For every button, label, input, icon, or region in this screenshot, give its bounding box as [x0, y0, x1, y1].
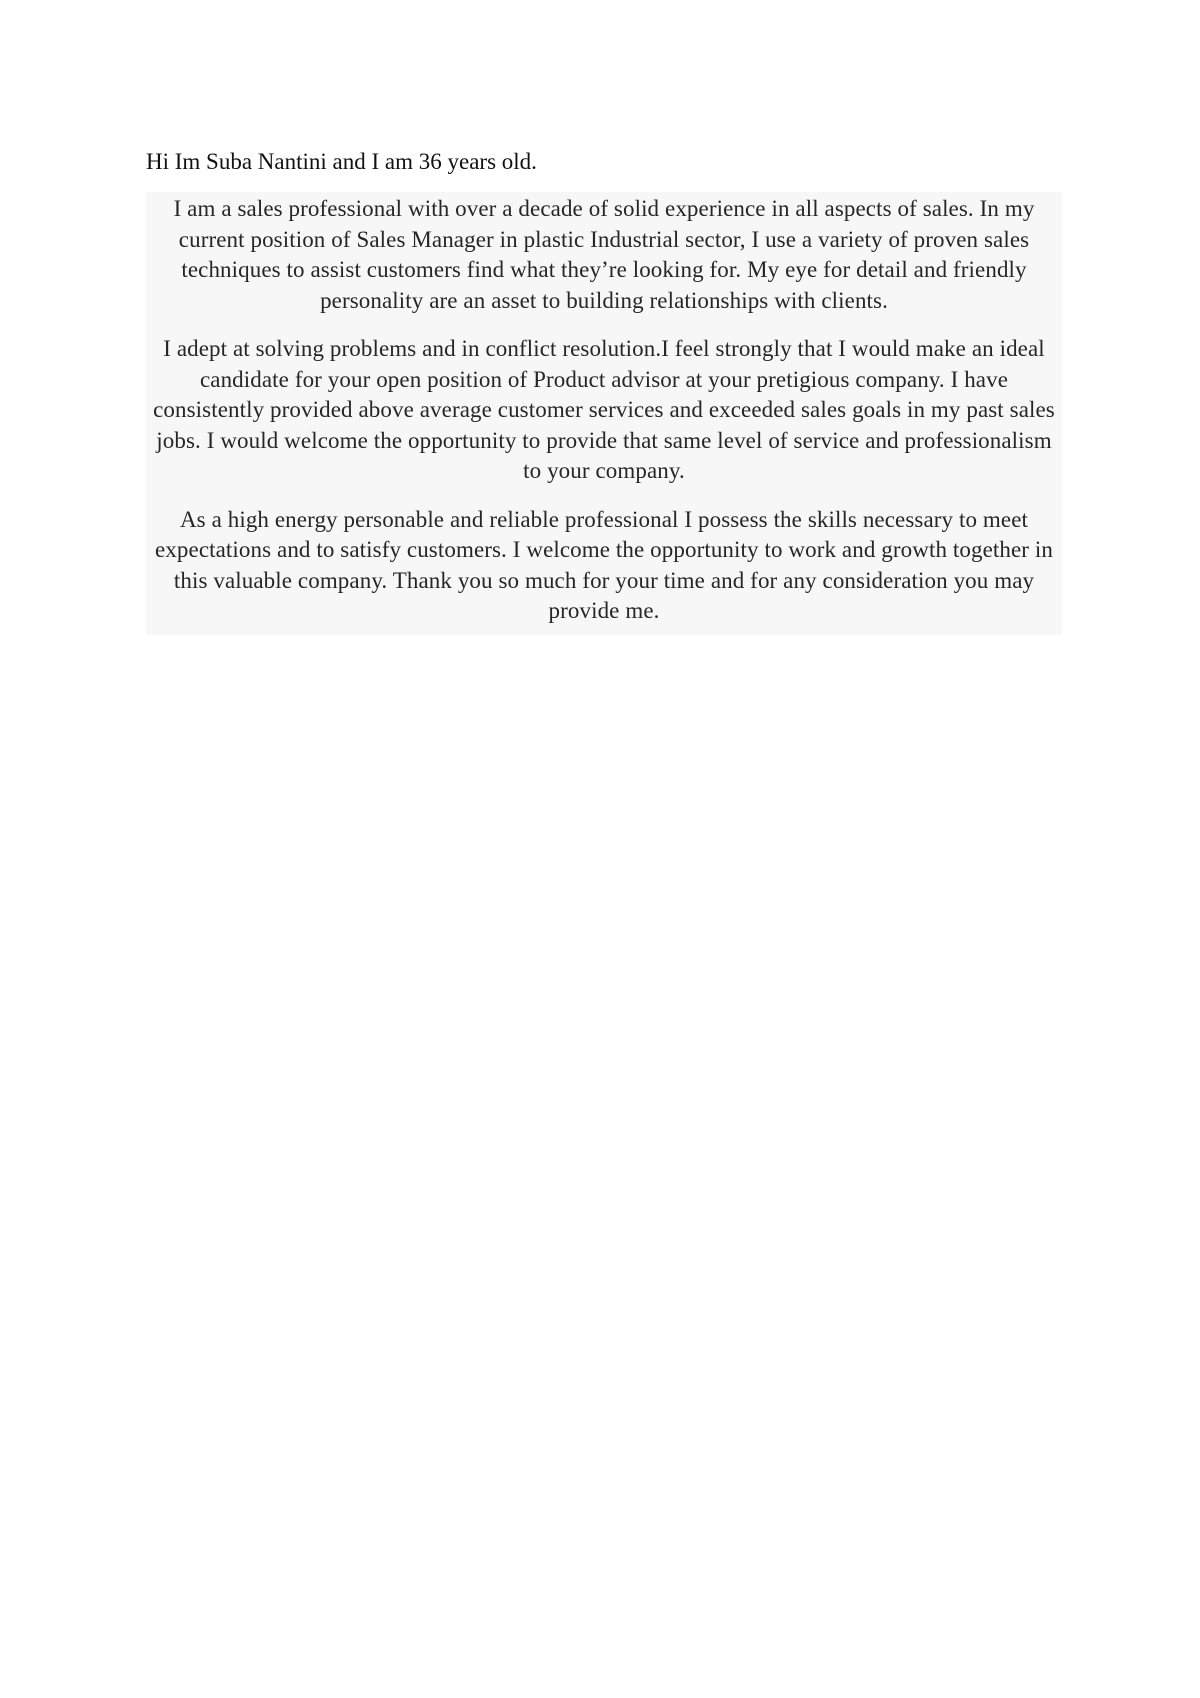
letter-body — [146, 192, 1062, 635]
paragraph-experience: I am a sales professional with over a decade of solid experience in all aspects of sales. In my current position of Sales Manager in plastic Industrial sector, I use a variety of proven sales techniques to assist customers find what they’re looking for. My eye for detail and friendly personality are an asset to building relationships with clients. — [173, 196, 1035, 313]
paragraph-skills: I adept at solving problems and in conflict resolution.I feel strongly that I would make an ideal candidate for your open position of Product advisor at your pretigious company. I have consistently provided above average customer services and exceeded sales goals in my past sales jobs. I would welcome the opportunity to provide that same level of service and professionalism to your company. — [153, 336, 1055, 483]
paragraph-closing: As a high energy personable and reliable professional I possess the skills necessary to meet expectations and to satisfy customers. I welcome the opportunity to work and growth together in this valuable company. Thank you so much for your time and for any consideration you may provide me. — [155, 506, 1053, 623]
greeting-line: Hi Im Suba Nantini and I am 36 years old. — [146, 149, 537, 174]
